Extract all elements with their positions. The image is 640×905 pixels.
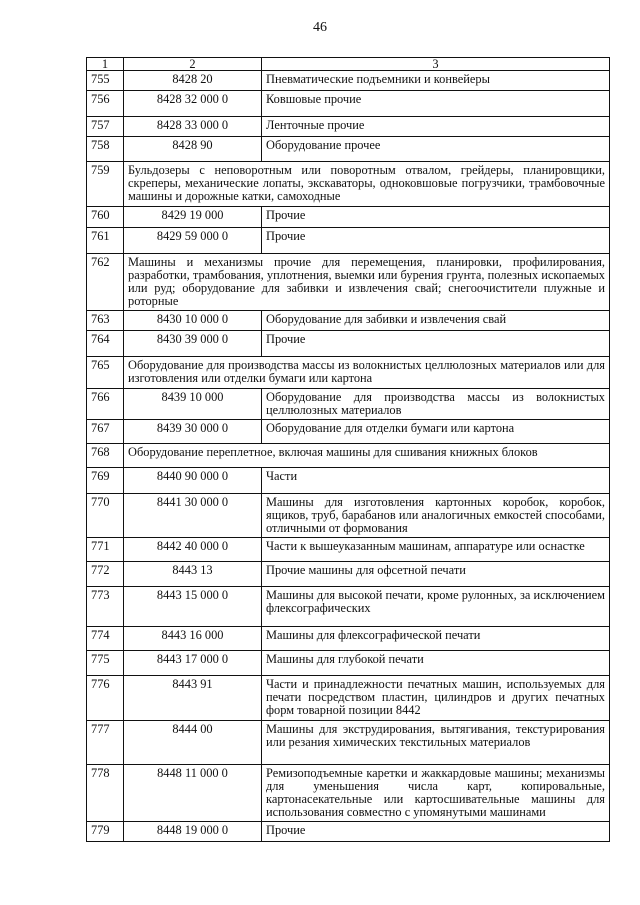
tn-ved-code: 8448 19 000 0 (124, 822, 262, 842)
table-row (87, 765, 610, 822)
header-col-2: 2 (124, 58, 262, 71)
table-row (87, 468, 610, 494)
tn-ved-code: 8443 15 000 0 (124, 587, 262, 627)
table-row (87, 389, 610, 420)
table-row (87, 254, 610, 311)
tn-ved-code: 8430 10 000 0 (124, 311, 262, 331)
tn-ved-code: 8429 59 000 0 (124, 228, 262, 254)
tn-ved-code: 8444 00 (124, 721, 262, 765)
row-number: 779 (87, 822, 124, 842)
table-row (87, 494, 610, 538)
tn-ved-code: 8430 39 000 0 (124, 331, 262, 357)
row-number: 776 (87, 676, 124, 721)
row-number: 762 (87, 254, 124, 311)
table-row (87, 162, 610, 207)
item-description: Прочие машины для офсетной печати (262, 562, 610, 587)
commodity-code-table (86, 57, 610, 842)
tn-ved-code: 8440 90 000 0 (124, 468, 262, 494)
table-body (87, 71, 610, 842)
row-number: 763 (87, 311, 124, 331)
table-row (87, 311, 610, 331)
item-description: Машины для высокой печати, кроме рулонных, за исключением флексографических (262, 587, 610, 627)
item-description: Прочие (262, 331, 610, 357)
row-number: 756 (87, 91, 124, 117)
group-description: Оборудование переплетное, включая машины для сшивания книжных блоков (124, 444, 610, 468)
table-row (87, 587, 610, 627)
table-header (87, 58, 610, 71)
tn-ved-code: 8443 17 000 0 (124, 651, 262, 676)
item-description: Ремизоподъемные каретки и жаккардовые машины; механизмы для уменьшения числа карт, копировальные, картонасекательные или картосшивательные машины для использования совместно с упомянутыми машинами (262, 765, 610, 822)
item-description: Машины для экструдирования, вытягивания, текстурирования или резания химических текстильных материалов (262, 721, 610, 765)
table-row (87, 444, 610, 468)
table-row (87, 228, 610, 254)
row-number: 760 (87, 207, 124, 228)
item-description: Оборудование прочее (262, 137, 610, 162)
row-number: 772 (87, 562, 124, 587)
item-description: Ленточные прочие (262, 117, 610, 137)
item-description: Машины для флексографической печати (262, 627, 610, 651)
header-row (87, 58, 610, 71)
item-description: Прочие (262, 228, 610, 254)
table-row (87, 562, 610, 587)
tn-ved-code: 8439 10 000 (124, 389, 262, 420)
row-number: 764 (87, 331, 124, 357)
tn-ved-code: 8442 40 000 0 (124, 538, 262, 562)
table-row (87, 538, 610, 562)
row-number: 759 (87, 162, 124, 207)
table-row (87, 357, 610, 389)
table-row (87, 71, 610, 91)
table-row (87, 651, 610, 676)
row-number: 757 (87, 117, 124, 137)
tn-ved-code: 8443 91 (124, 676, 262, 721)
row-number: 773 (87, 587, 124, 627)
item-description: Оборудование для забивки и извлечения свай (262, 311, 610, 331)
table-row (87, 676, 610, 721)
row-number: 768 (87, 444, 124, 468)
tn-ved-code: 8443 13 (124, 562, 262, 587)
table-row (87, 627, 610, 651)
row-number: 771 (87, 538, 124, 562)
row-number: 774 (87, 627, 124, 651)
table-row (87, 137, 610, 162)
item-description: Оборудование для отделки бумаги или картона (262, 420, 610, 444)
table-row (87, 721, 610, 765)
tn-ved-code: 8428 32 000 0 (124, 91, 262, 117)
row-number: 755 (87, 71, 124, 91)
tn-ved-code: 8429 19 000 (124, 207, 262, 228)
table-row (87, 822, 610, 842)
tn-ved-code: 8428 33 000 0 (124, 117, 262, 137)
tn-ved-code: 8441 30 000 0 (124, 494, 262, 538)
item-description: Пневматические подъемники и конвейеры (262, 71, 610, 91)
table-row (87, 117, 610, 137)
row-number: 769 (87, 468, 124, 494)
item-description: Машины для изготовления картонных коробок, коробок, ящиков, труб, барабанов или аналогичных емкостей способами, отличными от формования (262, 494, 610, 538)
row-number: 765 (87, 357, 124, 389)
group-description: Бульдозеры с неповоротным или поворотным отвалом, грейдеры, планировщики, скреперы, механические лопаты, экскаваторы, одноковшовые погрузчики, трамбовочные машины и дорожные катки, самоходные (124, 162, 610, 207)
table-row (87, 91, 610, 117)
group-description: Машины и механизмы прочие для перемещения, планировки, профилирования, разработки, трамбования, уплотнения, выемки или бурения грунта, полезных ископаемых или руд; оборудование для забивки и извлечения свай; снегоочистители плужные и роторные (124, 254, 610, 311)
tn-ved-code: 8439 30 000 0 (124, 420, 262, 444)
row-number: 775 (87, 651, 124, 676)
row-number: 778 (87, 765, 124, 822)
row-number: 766 (87, 389, 124, 420)
item-description: Прочие (262, 822, 610, 842)
tn-ved-code: 8428 90 (124, 137, 262, 162)
tn-ved-code: 8448 11 000 0 (124, 765, 262, 822)
tn-ved-code: 8428 20 (124, 71, 262, 91)
header-col-1: 1 (87, 58, 124, 71)
item-description: Оборудование для производства массы из волокнистых целлюлозных материалов (262, 389, 610, 420)
table-row (87, 420, 610, 444)
row-number: 758 (87, 137, 124, 162)
row-number: 767 (87, 420, 124, 444)
item-description: Прочие (262, 207, 610, 228)
row-number: 761 (87, 228, 124, 254)
page-number: 46 (313, 20, 327, 35)
item-description: Части к вышеуказанным машинам, аппаратуре или оснастке (262, 538, 610, 562)
row-number: 770 (87, 494, 124, 538)
table-row (87, 331, 610, 357)
row-number: 777 (87, 721, 124, 765)
tn-ved-code: 8443 16 000 (124, 627, 262, 651)
group-description: Оборудование для производства массы из волокнистых целлюлозных материалов или для изготовления или отделки бумаги или картона (124, 357, 610, 389)
item-description: Ковшовые прочие (262, 91, 610, 117)
item-description: Машины для глубокой печати (262, 651, 610, 676)
header-col-3: 3 (262, 58, 610, 71)
item-description: Части (262, 468, 610, 494)
table-row (87, 207, 610, 228)
item-description: Части и принадлежности печатных машин, используемых для печати посредством пластин, цилиндров и других печатных форм товарной позиции 8442 (262, 676, 610, 721)
